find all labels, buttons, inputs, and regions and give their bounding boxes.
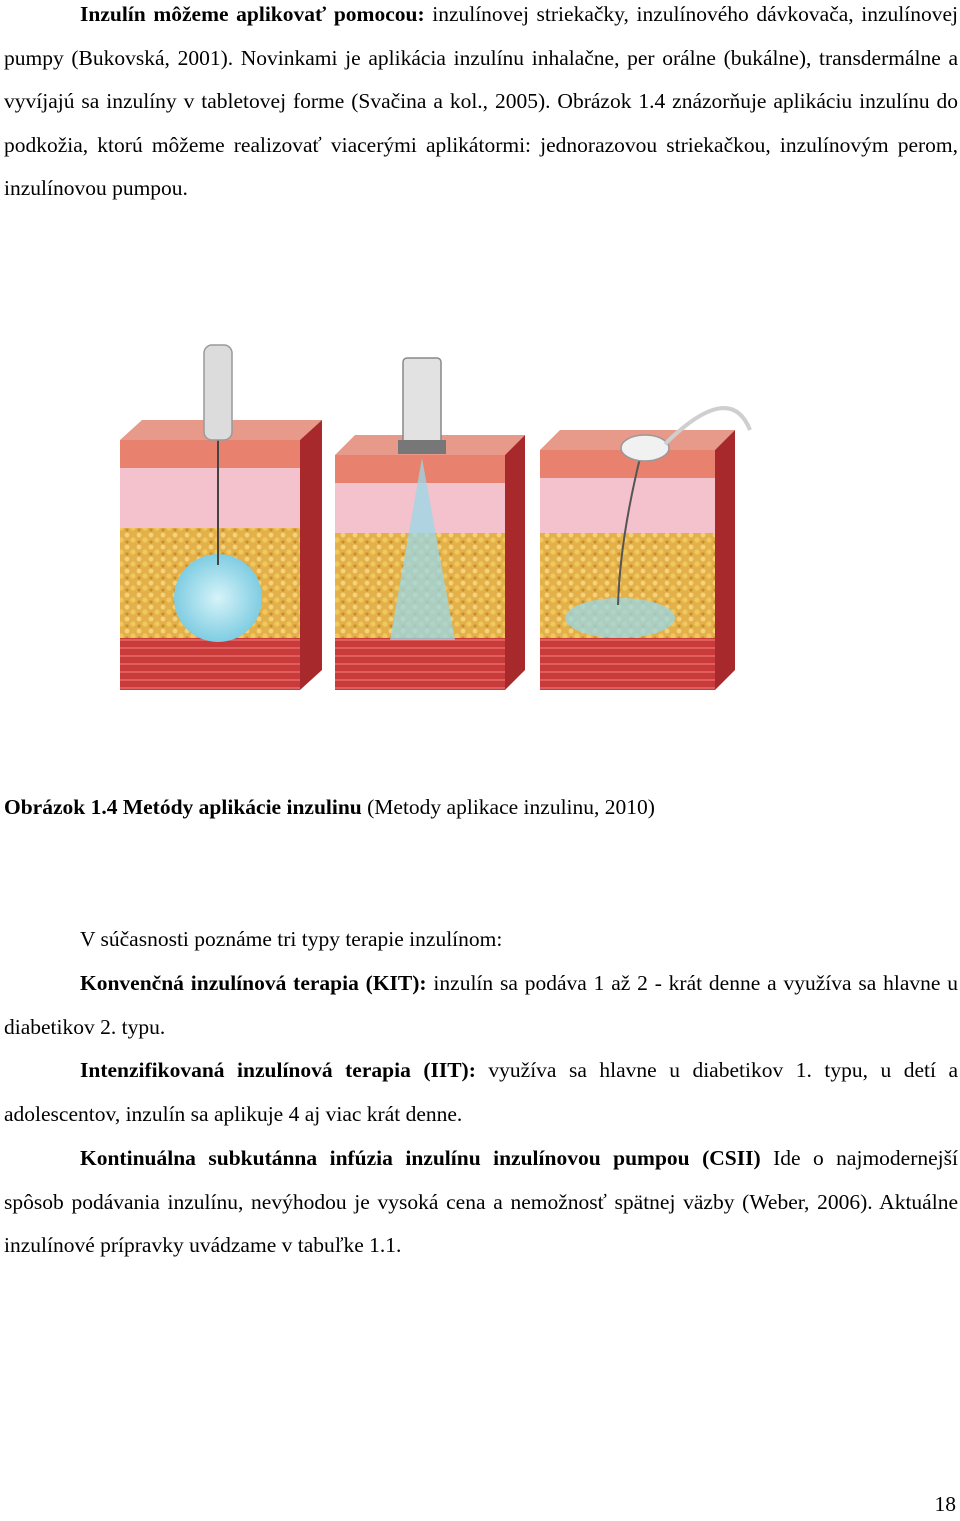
therapy-intro: V súčasnosti poznáme tri typy terapie inzulínom:: [80, 927, 503, 951]
figure-caption-bold: Obrázok 1.4 Metódy aplikácie inzulinu: [4, 795, 362, 819]
pen-icon: [403, 358, 441, 450]
syringe-skin-block: [120, 345, 322, 690]
therapy-item-csii: [4, 1137, 958, 1268]
therapy-name: Kontinuálna subkutánna infúzia inzulínu inzulínovou pumpou (CSII): [80, 1146, 761, 1170]
pump-cannula-icon: [621, 435, 669, 461]
therapy-name: Intenzifikovaná inzulínová terapia (IIT):: [80, 1058, 476, 1082]
therapy-text: Ide o najmodernejší spôsob podávania inzulínu, nevýhodou je vysoká cena a nemožnosť spätnej väzby (Weber, 2006). Aktuálne inzulínové prípravky uvádzame v tabuľke 1.1.: [4, 1146, 958, 1257]
therapy-name: Konvenčná inzulínová terapia (KIT):: [80, 971, 427, 995]
intro-lead-bold: Inzulín môžeme aplikovať pomocou:: [80, 2, 425, 26]
page-number: 18: [934, 1492, 956, 1516]
figure-caption-source: (Metody aplikace inzulinu, 2010): [361, 795, 655, 819]
pump-skin-block: [540, 408, 750, 690]
figure-caption: [4, 786, 655, 830]
intro-paragraph: [4, 0, 958, 211]
therapy-text: inzulín sa podáva 1 až 2 - krát denne a využíva sa hlavne u diabetikov 2. typu.: [4, 971, 958, 1039]
syringe-icon: [204, 345, 232, 440]
therapy-item-kit: [4, 962, 958, 1049]
therapy-item-iit: [4, 1049, 958, 1136]
pen-skin-block: [335, 358, 525, 690]
intro-text: inzulínovej striekačky, inzulínového dávkovača, inzulínovej pumpy (Bukovská, 2001). Novinkami je aplikácia inzulínu inhalačne, per orálne (bukálne), transdermálne a vyvíjajú sa inzulíny v tabletovej forme (Svačina a kol., 2005). Obrázok 1.4 znázorňuje aplikáciu inzulínu do podkožia, ktorú môžeme realizovať viacerými aplikátormi: jednorazovou striekačkou, inzulínovým perom, inzulínovou pumpou.: [4, 2, 959, 200]
insulin-application-figure: [100, 340, 780, 720]
insulin-depot: [174, 554, 262, 642]
insulin-infusion: [565, 598, 675, 638]
therapy-text: využíva sa hlavne u diabetikov 1. typu, u detí a adolescentov, inzulín sa aplikuje 4 aj viac krát denne.: [4, 1058, 958, 1126]
